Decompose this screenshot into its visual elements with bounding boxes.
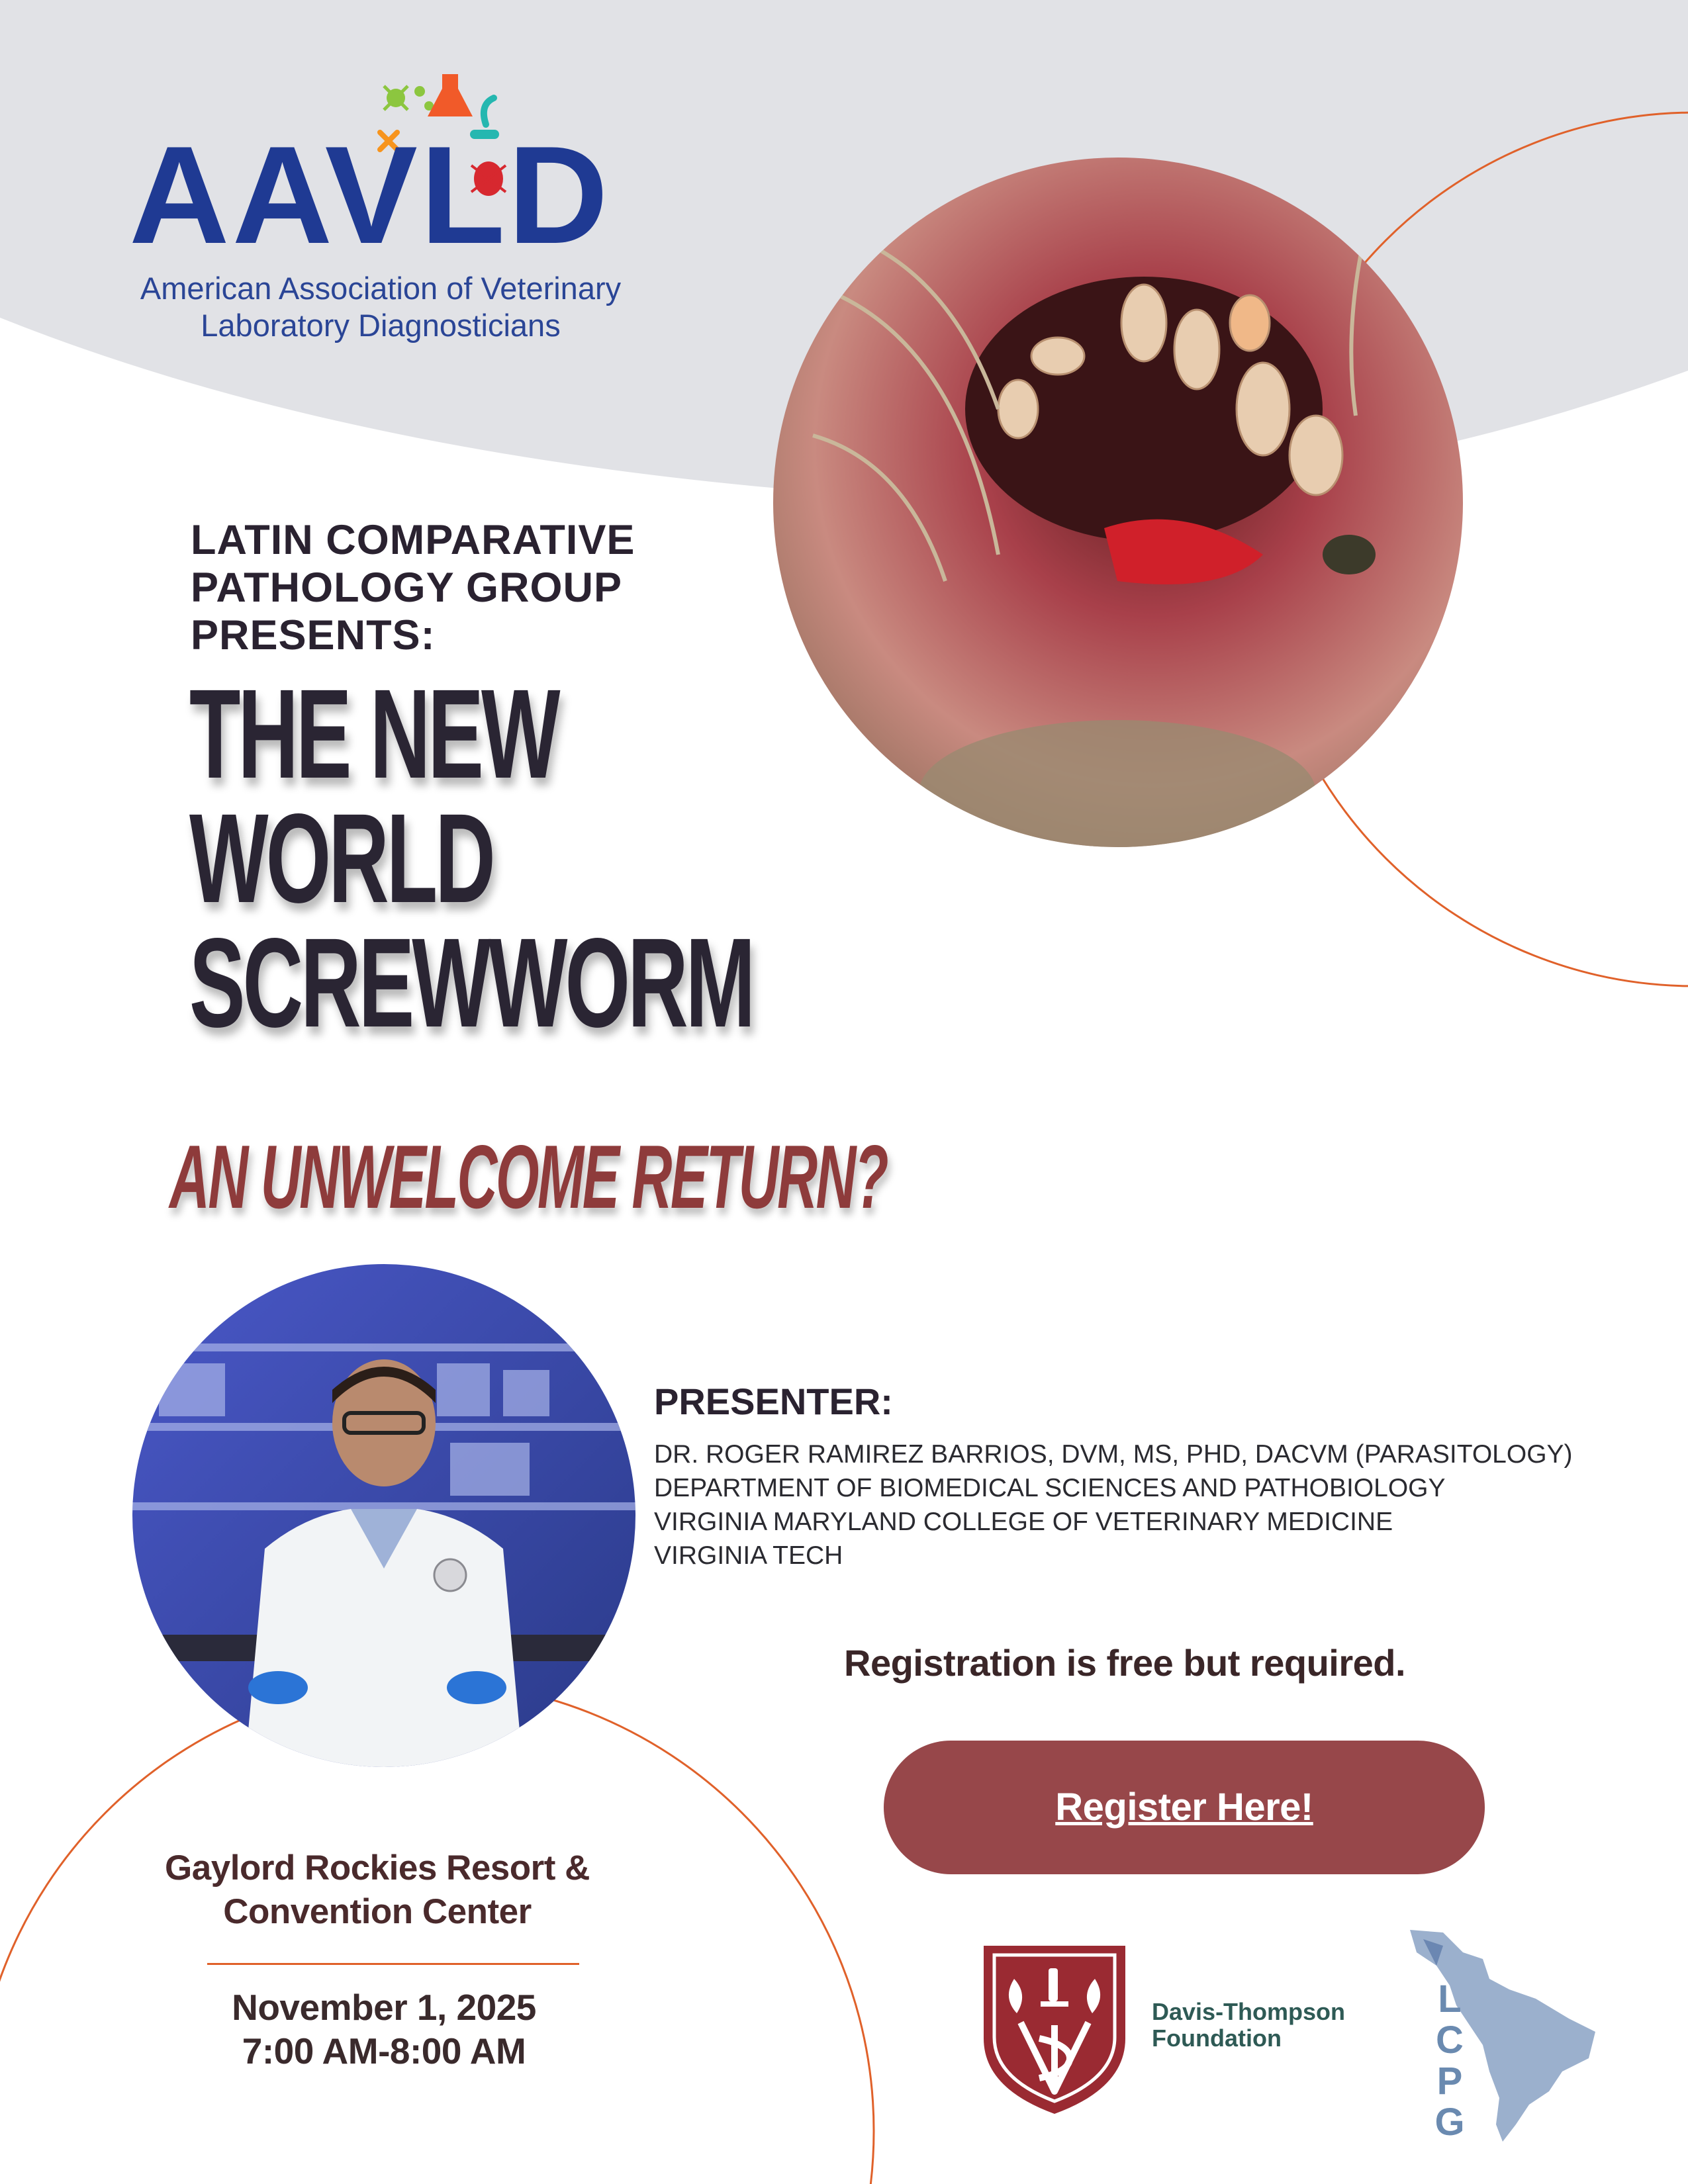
presenter-name: DR. ROGER RAMIREZ BARRIOS, DVM, MS, PHD, DACVM (PARASITOLOGY) bbox=[654, 1440, 1573, 1469]
presents-line-3: PRESENTS: bbox=[191, 612, 436, 659]
dtf-line-2: Foundation bbox=[1152, 2025, 1282, 2052]
presenter-heading: PRESENTER: bbox=[654, 1381, 893, 1422]
glove-right bbox=[447, 1671, 506, 1704]
org-name-line-2: Laboratory Diagnosticians bbox=[201, 308, 561, 343]
presenter-department: DEPARTMENT OF BIOMEDICAL SCIENCES AND PATHOBIOLOGY bbox=[654, 1474, 1446, 1502]
aavld-wordmark: AAVLD bbox=[129, 117, 611, 273]
presents-line-1: LATIN COMPARATIVE bbox=[191, 517, 635, 563]
presenter-details bbox=[654, 1437, 1573, 1572]
fly bbox=[1323, 535, 1376, 574]
virus-icon bbox=[384, 86, 408, 110]
event-time: 7:00 AM-8:00 AM bbox=[242, 2030, 526, 2071]
title-line-2: WORLD bbox=[189, 787, 493, 929]
event-title bbox=[189, 662, 753, 1054]
lcpg-wordmark bbox=[1423, 1979, 1476, 2143]
title-line-3: SCREWWORM bbox=[189, 911, 753, 1054]
event-date-time bbox=[152, 1985, 616, 2073]
register-button[interactable]: Register Here! bbox=[884, 1741, 1485, 1874]
event-subtitle: AN UNWELCOME RETURN? bbox=[169, 1126, 887, 1227]
title-line-1: THE NEW bbox=[189, 662, 558, 805]
lcpg-letter-g: G bbox=[1434, 2101, 1465, 2144]
presenting-group bbox=[191, 516, 786, 659]
venue-line-1: Gaylord Rockies Resort & bbox=[165, 1848, 590, 1888]
venue-line-2: Convention Center bbox=[223, 1892, 532, 1931]
dna-icon bbox=[414, 86, 434, 111]
divider bbox=[207, 1963, 579, 1965]
lcpg-letter-l: L bbox=[1438, 1978, 1462, 2021]
davis-thompson-name bbox=[1152, 1999, 1345, 2052]
org-full-name bbox=[99, 270, 662, 344]
dtf-line-1: Davis-Thompson bbox=[1152, 1998, 1346, 2025]
flask-icon bbox=[428, 74, 473, 116]
lcpg-letter-p: P bbox=[1436, 2060, 1463, 2103]
presenter-college: VIRGINIA MARYLAND COLLEGE OF VETERINARY MEDICINE bbox=[654, 1508, 1393, 1536]
wound-photo bbox=[773, 158, 1463, 847]
org-name-line-1: American Association of Veterinary bbox=[140, 271, 622, 306]
glove-left bbox=[248, 1671, 308, 1704]
lcpg-letter-c: C bbox=[1436, 2019, 1464, 2062]
coat-emblem bbox=[434, 1559, 466, 1591]
registration-note: Registration is free but required. bbox=[844, 1642, 1406, 1684]
presenter-university: VIRGINIA TECH bbox=[654, 1541, 843, 1570]
davis-thompson-shield-icon bbox=[980, 1939, 1129, 2118]
presenter-photo bbox=[132, 1264, 635, 1767]
venue bbox=[119, 1846, 635, 1934]
presents-line-2: PATHOLOGY GROUP bbox=[191, 565, 623, 611]
event-date: November 1, 2025 bbox=[232, 1987, 536, 2028]
